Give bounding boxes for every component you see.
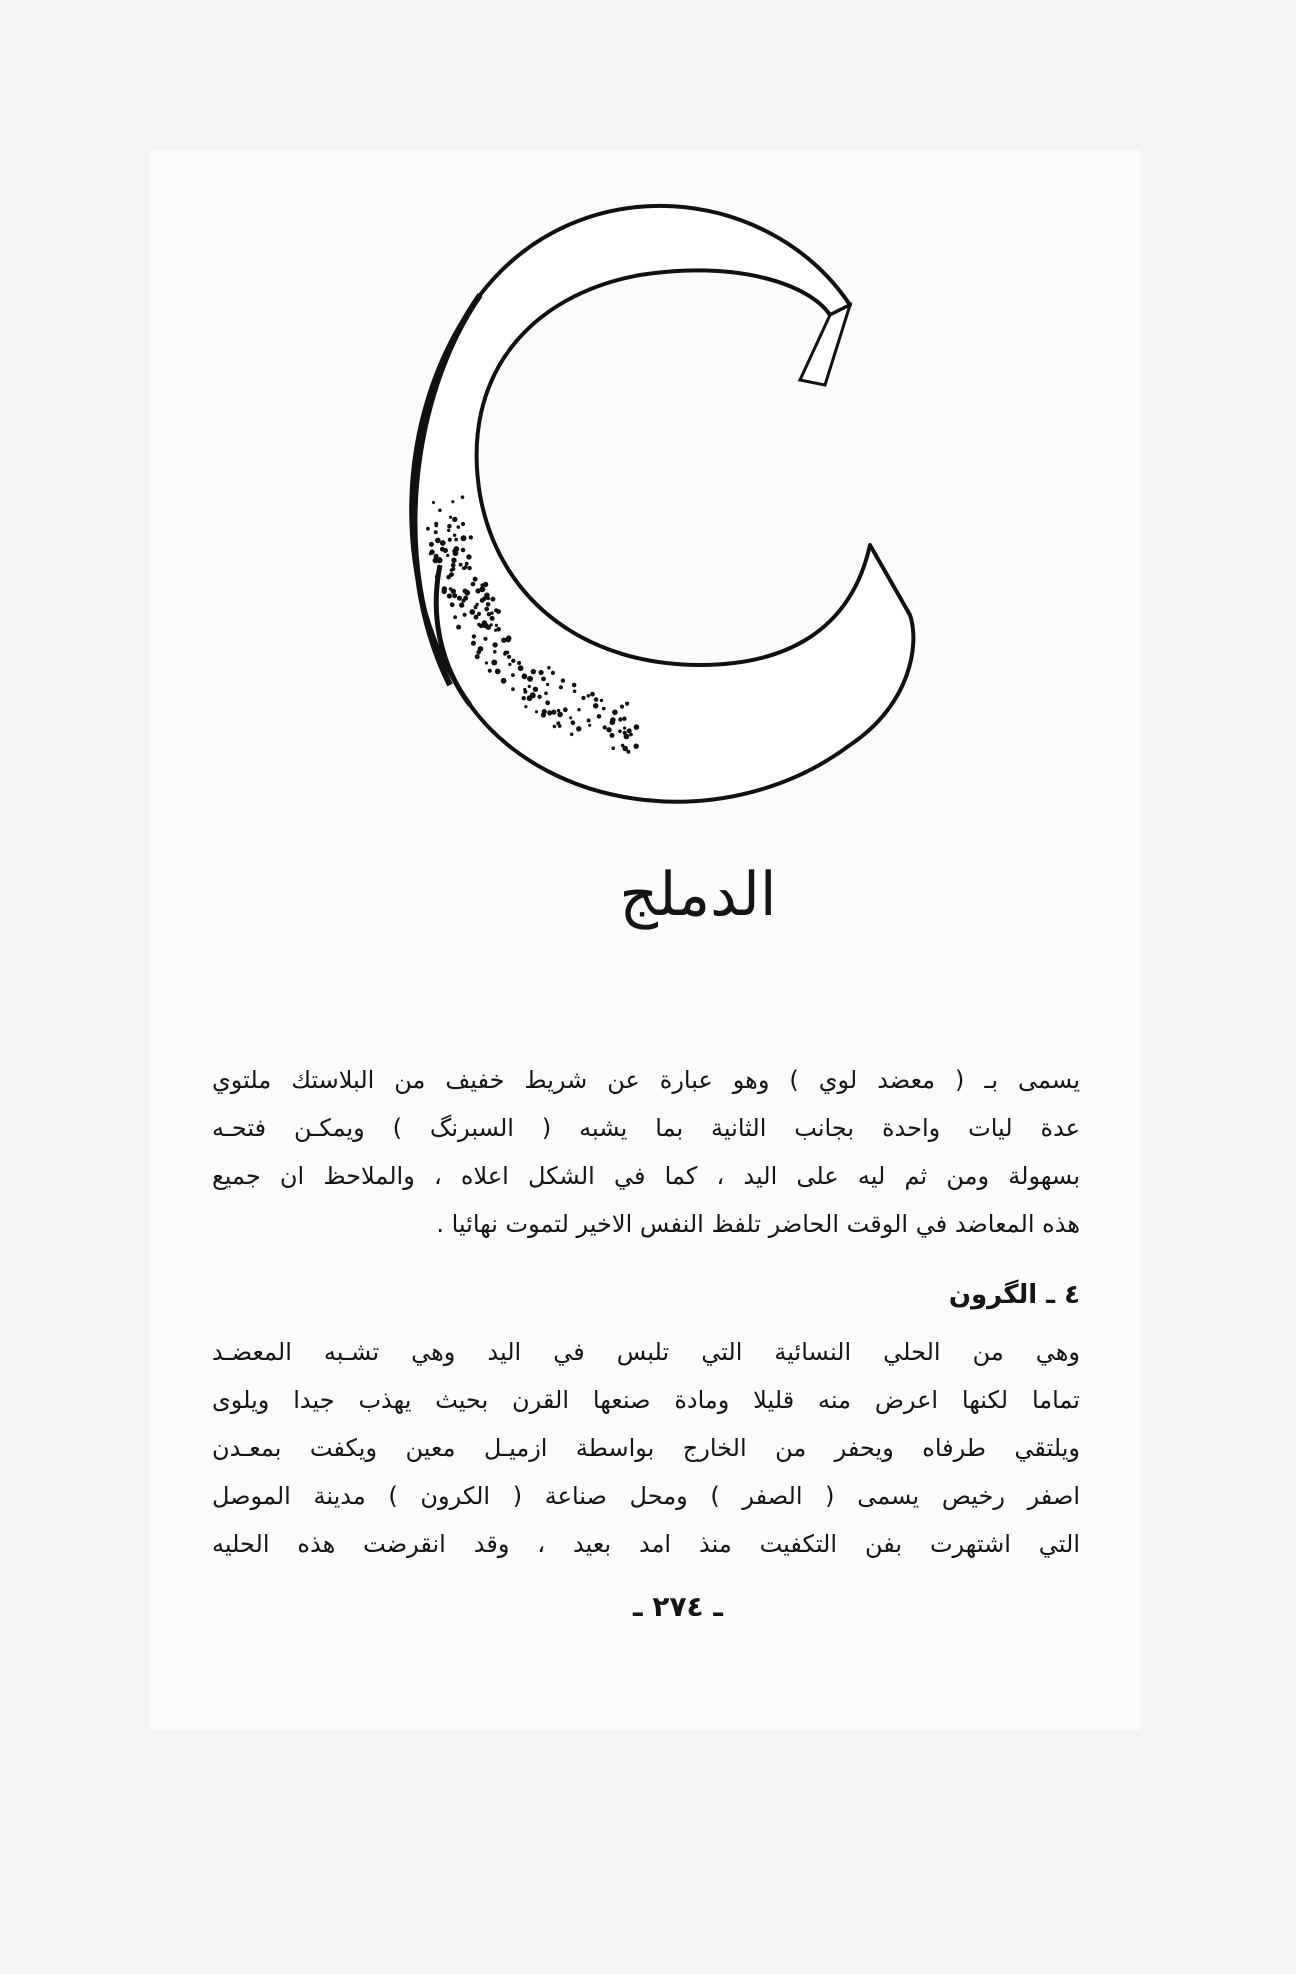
- stipple-dot: [597, 714, 602, 719]
- paragraph-2: [212, 1328, 1080, 1568]
- stipple-dot: [610, 733, 615, 738]
- stipple-dot: [490, 597, 495, 602]
- stipple-dot: [449, 587, 453, 591]
- paragraph-1-line: يسمى بـ ( معضد لوي ) وهو عبارة عن شريط خفيف من البلاستك ملتوي: [212, 1066, 1080, 1094]
- stipple-dot: [471, 641, 476, 646]
- stipple-dot: [471, 582, 476, 587]
- stipple-dot: [440, 540, 446, 546]
- stipple-dot: [434, 522, 438, 526]
- stipple-dot: [587, 719, 591, 723]
- stipple-dot: [429, 549, 434, 554]
- stipple-dot: [523, 688, 526, 691]
- stipple-dot: [561, 678, 565, 682]
- paragraph-1-line: عدة ليات واحدة بجانب الثانية بما يشبه ( السبرنگ ) ويمكـن فتحـه: [212, 1114, 1080, 1142]
- stipple-dot: [442, 586, 447, 591]
- stipple-dot: [461, 548, 466, 553]
- stipple-dot: [464, 565, 468, 569]
- stipple-dot: [487, 612, 491, 616]
- stipple-dot: [447, 529, 450, 532]
- stipple-dot: [551, 710, 556, 715]
- stipple-dot: [618, 729, 622, 733]
- stipple-dot: [612, 710, 618, 716]
- stipple-dot: [495, 624, 498, 627]
- stipple-dot: [472, 634, 476, 638]
- stipple-dot: [453, 615, 457, 619]
- section-heading: ٤ ـ الگرون: [948, 1280, 1080, 1310]
- stipple-dot: [457, 525, 461, 529]
- stipple-dot: [625, 702, 629, 706]
- stipple-dot: [465, 562, 469, 566]
- stipple-dot: [451, 500, 454, 503]
- stipple-dot: [572, 683, 577, 688]
- stipple-dot: [466, 554, 471, 559]
- stipple-dot: [546, 683, 549, 686]
- stipple-dot: [551, 671, 555, 675]
- stipple-dot: [570, 733, 574, 737]
- stipple-dot: [447, 593, 452, 598]
- stipple-dot: [610, 717, 616, 723]
- stipple-dot: [573, 689, 577, 693]
- stipple-dot: [634, 744, 639, 749]
- stipple-dot: [495, 669, 501, 675]
- stipple-dot: [511, 659, 515, 663]
- stipple-dot: [485, 661, 488, 664]
- caption-text: الدملج: [619, 860, 777, 930]
- stipple-dot: [629, 733, 633, 737]
- stipple-dot: [482, 621, 487, 626]
- stipple-dot: [451, 567, 455, 571]
- stipple-dot: [463, 613, 467, 617]
- stipple-dot: [467, 566, 471, 570]
- stipple-dot: [541, 712, 546, 717]
- figure-caption: [0, 860, 1296, 930]
- stipple-dot: [452, 560, 455, 563]
- stipple-dot: [461, 535, 467, 541]
- stipple-dot: [438, 509, 442, 513]
- stipple-dot: [541, 677, 546, 682]
- paragraph-1-line: بسهولة ومن ثم ليه على اليد ، كما في الشكل اعلاه ، والملاحظ ان جميع: [212, 1162, 1080, 1190]
- stipple-dot: [475, 588, 480, 593]
- stipple-dot: [459, 563, 463, 567]
- stipple-dot: [523, 674, 526, 677]
- stipple-dot: [602, 707, 606, 711]
- stipple-dot: [623, 727, 626, 730]
- stipple-dot: [563, 707, 568, 712]
- stipple-dot: [621, 744, 625, 748]
- stipple-dot: [451, 563, 456, 568]
- stipple-dot: [469, 535, 473, 539]
- stipple-dot: [496, 627, 501, 632]
- stipple-dot: [426, 527, 430, 531]
- stipple-dot: [446, 554, 449, 557]
- stipple-dot: [461, 522, 465, 526]
- stipple-dot: [475, 603, 478, 606]
- stipple-dot: [501, 638, 506, 643]
- stipple-dot: [474, 615, 479, 620]
- stipple-dot: [473, 577, 478, 582]
- paragraph-2-line: تماما لكنها اعرض منه قليلا ومادة صنعها القرن بحيث يهذب جيدا ويلوى: [212, 1386, 1080, 1414]
- stipple-dot: [507, 655, 511, 659]
- stipple-dot: [435, 538, 441, 544]
- stipple-dot: [490, 616, 495, 621]
- stipple-dot: [452, 517, 457, 522]
- paragraph-2-line: التي اشتهرت بفن التكفيت منذ امد بعيد ، وقد انقرضت هذه الحليه: [212, 1530, 1080, 1558]
- stipple-dot: [634, 724, 640, 730]
- stipple-dot: [539, 670, 544, 675]
- stipple-dot: [496, 609, 501, 614]
- stipple-dot: [454, 538, 458, 542]
- stipple-dot: [533, 687, 538, 692]
- stipple-dot: [530, 692, 536, 698]
- stipple-dot: [459, 602, 464, 607]
- stipple-dot: [440, 547, 445, 552]
- stipple-dot: [449, 516, 452, 519]
- stipple-dot: [603, 725, 607, 729]
- stipple-dot: [537, 695, 541, 699]
- stipple-dot: [434, 530, 438, 534]
- stipple-dot: [503, 652, 507, 656]
- stipple-dot: [476, 650, 481, 655]
- stipple-dot: [464, 590, 470, 596]
- stipple-dot: [587, 694, 591, 698]
- stipple-dot: [450, 602, 455, 607]
- stipple-dot: [437, 557, 443, 563]
- stipple-dot: [429, 542, 434, 547]
- stipple-dot: [545, 700, 550, 705]
- stipple-dot: [461, 495, 465, 499]
- stipple-dot: [488, 669, 492, 673]
- stipple-dot: [447, 524, 452, 529]
- stipple-dot: [606, 727, 611, 732]
- stipple-dot: [588, 724, 591, 727]
- stipple-dot: [449, 572, 454, 577]
- stipple-dot: [626, 750, 630, 754]
- stipple-dot: [611, 746, 615, 750]
- stipple-dot: [624, 734, 630, 740]
- stipple-dot: [486, 602, 491, 607]
- stipple-dot: [527, 676, 533, 682]
- stipple-dot: [491, 660, 497, 666]
- stipple-dot: [453, 534, 456, 537]
- stipple-dot: [618, 717, 622, 721]
- stipple-dot: [535, 710, 538, 713]
- stipple-dot: [577, 708, 580, 711]
- stipple-dot: [547, 666, 551, 670]
- stipple-dot: [457, 596, 462, 601]
- stipple-dot: [559, 685, 563, 689]
- paragraph-1: [212, 1056, 1080, 1248]
- stipple-dot: [475, 654, 480, 659]
- stipple-dot: [484, 607, 489, 612]
- stipple-dot: [501, 678, 507, 684]
- stipple-dot: [483, 637, 487, 641]
- paragraph-2-line: اصفر رخيص يسمى ( الصفر ) ومحل صناعة ( الكرون ) مدينة الموصل: [212, 1482, 1080, 1510]
- stipple-dot: [508, 663, 511, 666]
- page-number: [0, 1590, 1296, 1623]
- stipple-dot: [522, 696, 526, 700]
- stipple-dot: [594, 697, 599, 702]
- stipple-dot: [486, 625, 491, 630]
- stipple-dot: [456, 625, 461, 630]
- stipple-dot: [432, 501, 435, 504]
- stipple-dot: [571, 720, 576, 725]
- page-number-text: ـ ٢٧٤ ـ: [633, 1590, 723, 1623]
- stipple-dot: [435, 574, 440, 579]
- stipple-dot: [506, 635, 512, 641]
- stipple-dot: [569, 716, 572, 719]
- stipple-dot: [493, 650, 497, 654]
- stipple-dot: [553, 725, 557, 729]
- stipple-dot: [531, 669, 536, 674]
- stipple-dot: [557, 712, 563, 718]
- paragraph-1-line: هذه المعاضد في الوقت الحاضر تلفظ النفس الاخير لتموت نهائيا .: [436, 1210, 1080, 1238]
- stipple-dot: [581, 696, 585, 700]
- stipple-dot: [518, 665, 524, 671]
- stipple-dot: [511, 673, 515, 677]
- stipple-dot: [590, 692, 595, 697]
- stipple-dot: [558, 724, 562, 728]
- bracelet-illustration-icon: [330, 165, 950, 845]
- stipple-dot: [517, 661, 521, 665]
- stipple-dot: [600, 699, 603, 702]
- stipple-dot: [528, 685, 531, 688]
- stipple-dot: [620, 705, 624, 709]
- stipple-dot: [622, 717, 626, 721]
- stipple-dot: [593, 703, 599, 709]
- stipple-dot: [462, 599, 466, 603]
- stipple-dot: [492, 642, 497, 647]
- stipple-dot: [480, 583, 484, 587]
- stipple-dot: [524, 705, 527, 708]
- paragraph-2-line: وهي من الحلي النسائية التي تلبس في اليد وهي تشـبه المعضـد: [212, 1338, 1080, 1366]
- stipple-dot: [544, 691, 548, 695]
- stipple-dot: [469, 609, 475, 615]
- paragraph-2-line: ويلتقي طرفاه ويحفر من الخارج بواسطة ازميـل معين ويكفت بمعـدن: [212, 1434, 1080, 1462]
- stipple-dot: [576, 726, 581, 731]
- stipple-dot: [511, 687, 515, 691]
- stipple-dot: [482, 596, 487, 601]
- stipple-dot: [453, 550, 459, 556]
- stipple-dot: [448, 538, 452, 542]
